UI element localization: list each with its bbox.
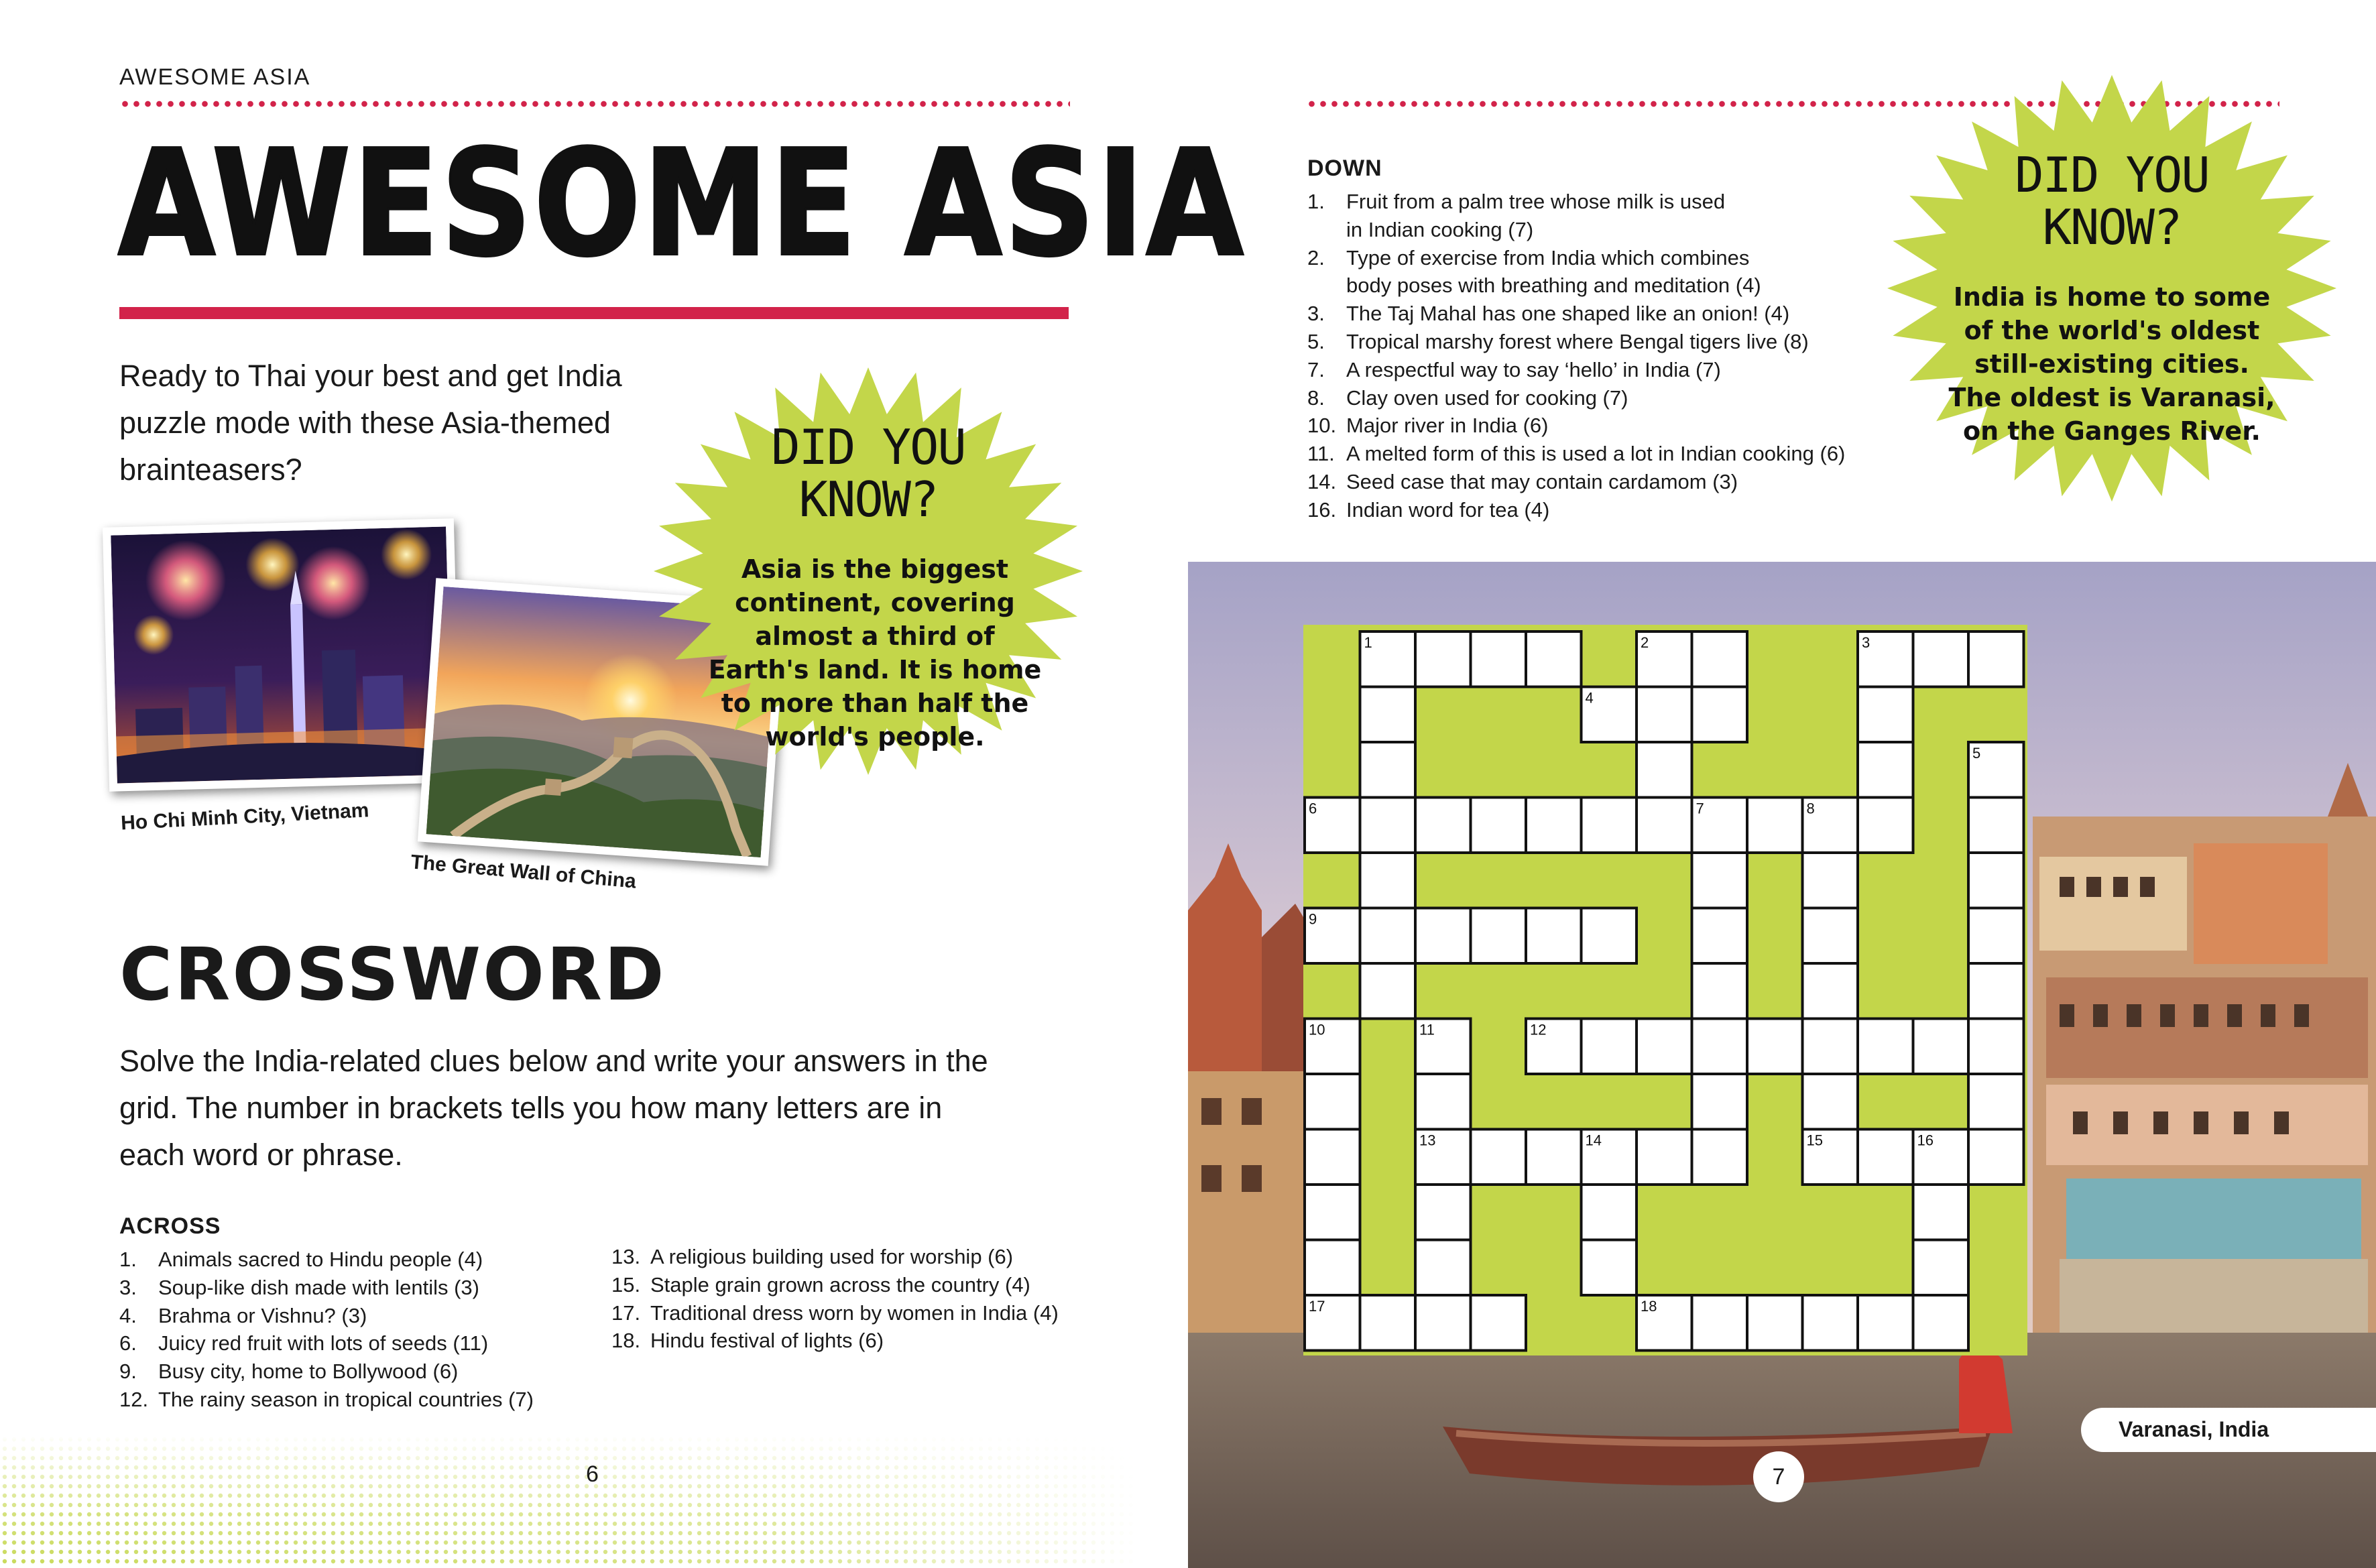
grid-cell[interactable] xyxy=(1582,1185,1637,1240)
grid-cell[interactable] xyxy=(1415,1185,1471,1240)
clue-text-continued: in Indian cooking (7) xyxy=(1346,217,1534,241)
grid-cell[interactable] xyxy=(1858,1295,1913,1351)
clue-text: The Taj Mahal has one shaped like an onion! (4) xyxy=(1346,302,1790,326)
clue-text: Seed case that may contain cardamom (3) xyxy=(1346,469,1738,493)
grid-cell[interactable] xyxy=(1582,908,1637,964)
grid-number: 18 xyxy=(1641,1298,1657,1315)
halftone-decoration xyxy=(0,1435,1140,1568)
clue-item xyxy=(611,1271,1121,1299)
grid-cell[interactable] xyxy=(1471,1295,1527,1351)
clue-text: Soup-like dish made with lentils (3) xyxy=(158,1275,479,1299)
clue-text: Traditional dress worn by women in India (4) xyxy=(650,1301,1059,1325)
across-clues-col2 xyxy=(611,1243,1121,1355)
burst-title-left: DID YOU KNOW? xyxy=(771,419,965,528)
clue-text: Clay oven used for cooking (7) xyxy=(1346,385,1628,410)
grid-number: 3 xyxy=(1862,634,1870,651)
city-fireworks-image xyxy=(111,527,453,784)
clue-number: 1. xyxy=(119,1248,137,1271)
clue-number: 14. xyxy=(1307,469,1337,493)
grid-cell[interactable] xyxy=(1582,1019,1637,1075)
photo1-caption: Ho Chi Minh City, Vietnam xyxy=(120,799,370,835)
clue-number: 6. xyxy=(119,1331,137,1355)
crossword-instructions: Solve the India-related clues below and write your answers in the grid. The number in brackets tells you how many letters are in each word or phrase. xyxy=(119,1044,988,1172)
clue-number: 3. xyxy=(119,1275,137,1299)
grid-cell[interactable] xyxy=(1360,908,1416,964)
grid-cell[interactable] xyxy=(1526,908,1582,964)
grid-cell[interactable] xyxy=(1360,1295,1416,1351)
down-heading: DOWN xyxy=(1307,156,1382,181)
clue-number: 9. xyxy=(119,1360,137,1384)
clue-number: 15. xyxy=(611,1272,641,1296)
clue-item xyxy=(611,1243,1121,1271)
clue-number: 1. xyxy=(1307,190,1325,213)
grid-cell[interactable] xyxy=(1471,798,1527,853)
grid-cell[interactable] xyxy=(1968,1019,2024,1075)
grid-cell[interactable] xyxy=(1968,853,2024,908)
grid-number: 2 xyxy=(1641,634,1649,651)
grid-cell[interactable] xyxy=(1305,1185,1360,1240)
clue-item xyxy=(119,1246,629,1274)
grid-number: 8 xyxy=(1806,800,1815,817)
grid-cell[interactable] xyxy=(1415,1295,1471,1351)
clue-item xyxy=(119,1358,629,1386)
clue-number: 13. xyxy=(611,1245,641,1268)
grid-cell[interactable] xyxy=(1637,687,1692,743)
grid-cell[interactable] xyxy=(1858,1130,1913,1185)
grid-number: 6 xyxy=(1309,800,1317,817)
grid-number: 10 xyxy=(1309,1021,1325,1038)
crossword-title: CROSSWORD xyxy=(119,933,666,1017)
clue-number: 18. xyxy=(611,1329,641,1353)
grid-cell[interactable] xyxy=(1968,798,2024,853)
grid-number: 1 xyxy=(1364,634,1372,651)
crossword-grid xyxy=(1303,625,2027,1355)
clue-text: A religious building used for worship (6) xyxy=(650,1245,1014,1268)
grid-cell[interactable] xyxy=(1415,631,1471,687)
clue-number: 16. xyxy=(1307,497,1337,522)
clue-number: 17. xyxy=(611,1301,641,1325)
clue-number: 8. xyxy=(1307,385,1325,410)
grid-cell[interactable] xyxy=(1360,963,1416,1019)
grid-cell[interactable] xyxy=(1415,798,1471,853)
clue-number: 3. xyxy=(1307,302,1325,326)
clue-number: 2. xyxy=(1307,245,1325,269)
grid-cell[interactable] xyxy=(1360,687,1416,743)
grid-cell[interactable] xyxy=(1360,798,1416,853)
grid-cell[interactable] xyxy=(1471,631,1527,687)
grid-cell[interactable] xyxy=(1526,1130,1582,1185)
page-number-right: 7 xyxy=(1772,1463,1785,1490)
clue-item xyxy=(119,1329,629,1358)
grid-number: 5 xyxy=(1972,745,1981,762)
clue-text: A respectful way to say ‘hello’ in India (7) xyxy=(1346,357,1721,381)
dotted-rule-left xyxy=(119,101,1070,107)
grid-number: 13 xyxy=(1419,1132,1436,1149)
clue-item xyxy=(119,1386,629,1414)
page-number-left: 6 xyxy=(586,1461,599,1487)
grid-cell[interactable] xyxy=(1747,1019,1803,1075)
grid-cell[interactable] xyxy=(1692,853,1748,908)
photo2-caption: The Great Wall of China xyxy=(410,851,638,893)
clue-text: Type of exercise from India which combines xyxy=(1346,245,1750,269)
clue-item xyxy=(119,1274,629,1302)
grid-cell[interactable] xyxy=(1692,1295,1748,1351)
grid-cell[interactable] xyxy=(1968,1130,2024,1185)
grid-cell[interactable] xyxy=(1692,631,1748,687)
grid-cell[interactable] xyxy=(1968,908,2024,964)
grid-cell[interactable] xyxy=(1692,1019,1748,1075)
grid-number: 9 xyxy=(1309,910,1317,928)
varanasi-caption: Varanasi, India xyxy=(2119,1417,2269,1441)
burst-body-right: India is home to some of the world's oldest still-existing cities. The oldest is Varanasi, on the Ganges River. xyxy=(1948,282,2275,446)
did-you-know-burst-right xyxy=(1877,67,2347,509)
grid-cell[interactable] xyxy=(1968,963,2024,1019)
grid-number: 15 xyxy=(1806,1132,1823,1149)
grid-number: 7 xyxy=(1696,800,1704,817)
grid-cell[interactable] xyxy=(1968,1074,2024,1130)
clue-number: 11. xyxy=(1307,442,1335,466)
page-number-badge xyxy=(1753,1451,1804,1502)
clue-number: 10. xyxy=(1307,414,1337,438)
clue-text: Indian word for tea (4) xyxy=(1346,497,1550,522)
grid-cell[interactable] xyxy=(1582,1240,1637,1296)
grid-cell[interactable] xyxy=(1526,798,1582,853)
clue-number: 7. xyxy=(1307,357,1325,381)
grid-cell[interactable] xyxy=(1692,687,1748,743)
clue-text: Brahma or Vishnu? (3) xyxy=(158,1303,367,1327)
grid-cell[interactable] xyxy=(1803,1074,1858,1130)
clue-item xyxy=(119,1302,629,1330)
grid-cell[interactable] xyxy=(1305,1130,1360,1185)
clue-text: Juicy red fruit with lots of seeds (11) xyxy=(158,1331,489,1355)
clue-item xyxy=(611,1299,1121,1327)
grid-cell[interactable] xyxy=(1637,798,1692,853)
grid-cell[interactable] xyxy=(1415,1240,1471,1296)
grid-cell[interactable] xyxy=(1526,631,1582,687)
across-clues-col1 xyxy=(119,1246,629,1414)
grid-number: 12 xyxy=(1530,1021,1547,1038)
grid-cell[interactable] xyxy=(1747,798,1803,853)
clue-number: 4. xyxy=(119,1303,137,1327)
grid-cell[interactable] xyxy=(1803,853,1858,908)
clue-text: Busy city, home to Bollywood (6) xyxy=(158,1360,459,1384)
clue-text: A melted form of this is used a lot in Indian cooking (6) xyxy=(1346,442,1846,466)
grid-cell[interactable] xyxy=(1913,1240,1969,1296)
clue-text: Staple grain grown across the country (4) xyxy=(650,1272,1030,1296)
title-rule xyxy=(119,307,1069,319)
grid-cell[interactable] xyxy=(1415,1074,1471,1130)
running-head: AWESOME ASIA xyxy=(119,64,311,90)
clue-text: Hindu festival of lights (6) xyxy=(650,1329,884,1353)
burst-body-left: Asia is the biggest continent, covering almost a third of Earth's land. It is home to more than half the world's people. xyxy=(708,554,1042,751)
grid-number: 4 xyxy=(1585,689,1594,707)
photo-ho-chi-minh xyxy=(103,518,461,792)
grid-cell[interactable] xyxy=(1858,1019,1913,1075)
grid-cell[interactable] xyxy=(1637,1019,1692,1075)
grid-cell[interactable] xyxy=(1858,687,1913,743)
grid-cell[interactable] xyxy=(1913,1185,1969,1240)
grid-cell[interactable] xyxy=(1305,1240,1360,1296)
page-title: AWESOME ASIA xyxy=(118,119,1246,289)
grid-number: 11 xyxy=(1419,1021,1435,1038)
grid-cell[interactable] xyxy=(1913,1295,1969,1351)
grid-cell[interactable] xyxy=(1637,1130,1692,1185)
grid-cell[interactable] xyxy=(1692,908,1748,964)
grid-cell[interactable] xyxy=(1360,742,1416,798)
clue-number: 5. xyxy=(1307,329,1325,353)
grid-cell[interactable] xyxy=(1803,1019,1858,1075)
grid-cell[interactable] xyxy=(1305,1074,1360,1130)
grid-cell[interactable] xyxy=(1858,742,1913,798)
grid-cell[interactable] xyxy=(1858,798,1913,853)
grid-cell[interactable] xyxy=(1803,1295,1858,1351)
grid-cell[interactable] xyxy=(1692,1130,1748,1185)
grid-number: 14 xyxy=(1585,1132,1602,1149)
grid-cell[interactable] xyxy=(1637,742,1692,798)
across-heading: ACROSS xyxy=(119,1213,221,1239)
grid-cell[interactable] xyxy=(1803,908,1858,964)
clue-item xyxy=(611,1327,1121,1355)
grid-cell[interactable] xyxy=(1913,1019,1969,1075)
grid-cell[interactable] xyxy=(1913,631,1969,687)
grid-cell[interactable] xyxy=(1582,798,1637,853)
clue-text-continued: body poses with breathing and meditation (4) xyxy=(1346,274,1761,298)
grid-cell[interactable] xyxy=(1360,853,1416,908)
grid-cell[interactable] xyxy=(1692,963,1748,1019)
did-you-know-burst-left xyxy=(637,362,1100,778)
grid-cell[interactable] xyxy=(1471,1130,1527,1185)
intro-text: Ready to Thai your best and get India puzzle mode with these Asia-themed brainteasers? xyxy=(119,359,622,487)
grid-cell[interactable] xyxy=(1747,1295,1803,1351)
burst-title-right: DID YOU KNOW? xyxy=(2015,147,2209,255)
grid-cell[interactable] xyxy=(1803,963,1858,1019)
clue-text: Fruit from a palm tree whose milk is used xyxy=(1346,190,1726,213)
grid-cell[interactable] xyxy=(1471,908,1527,964)
grid-number: 16 xyxy=(1917,1132,1934,1149)
clue-number: 12. xyxy=(119,1387,149,1411)
clue-text: Tropical marshy forest where Bengal tigers live (8) xyxy=(1346,329,1809,353)
clue-text: Major river in India (6) xyxy=(1346,414,1549,438)
grid-number: 17 xyxy=(1309,1298,1325,1315)
clue-text: Animals sacred to Hindu people (4) xyxy=(158,1248,483,1271)
grid-cell[interactable] xyxy=(1692,1074,1748,1130)
grid-cell[interactable] xyxy=(1415,908,1471,964)
grid-cell[interactable] xyxy=(1968,631,2024,687)
clue-text: The rainy season in tropical countries (7) xyxy=(158,1387,534,1411)
